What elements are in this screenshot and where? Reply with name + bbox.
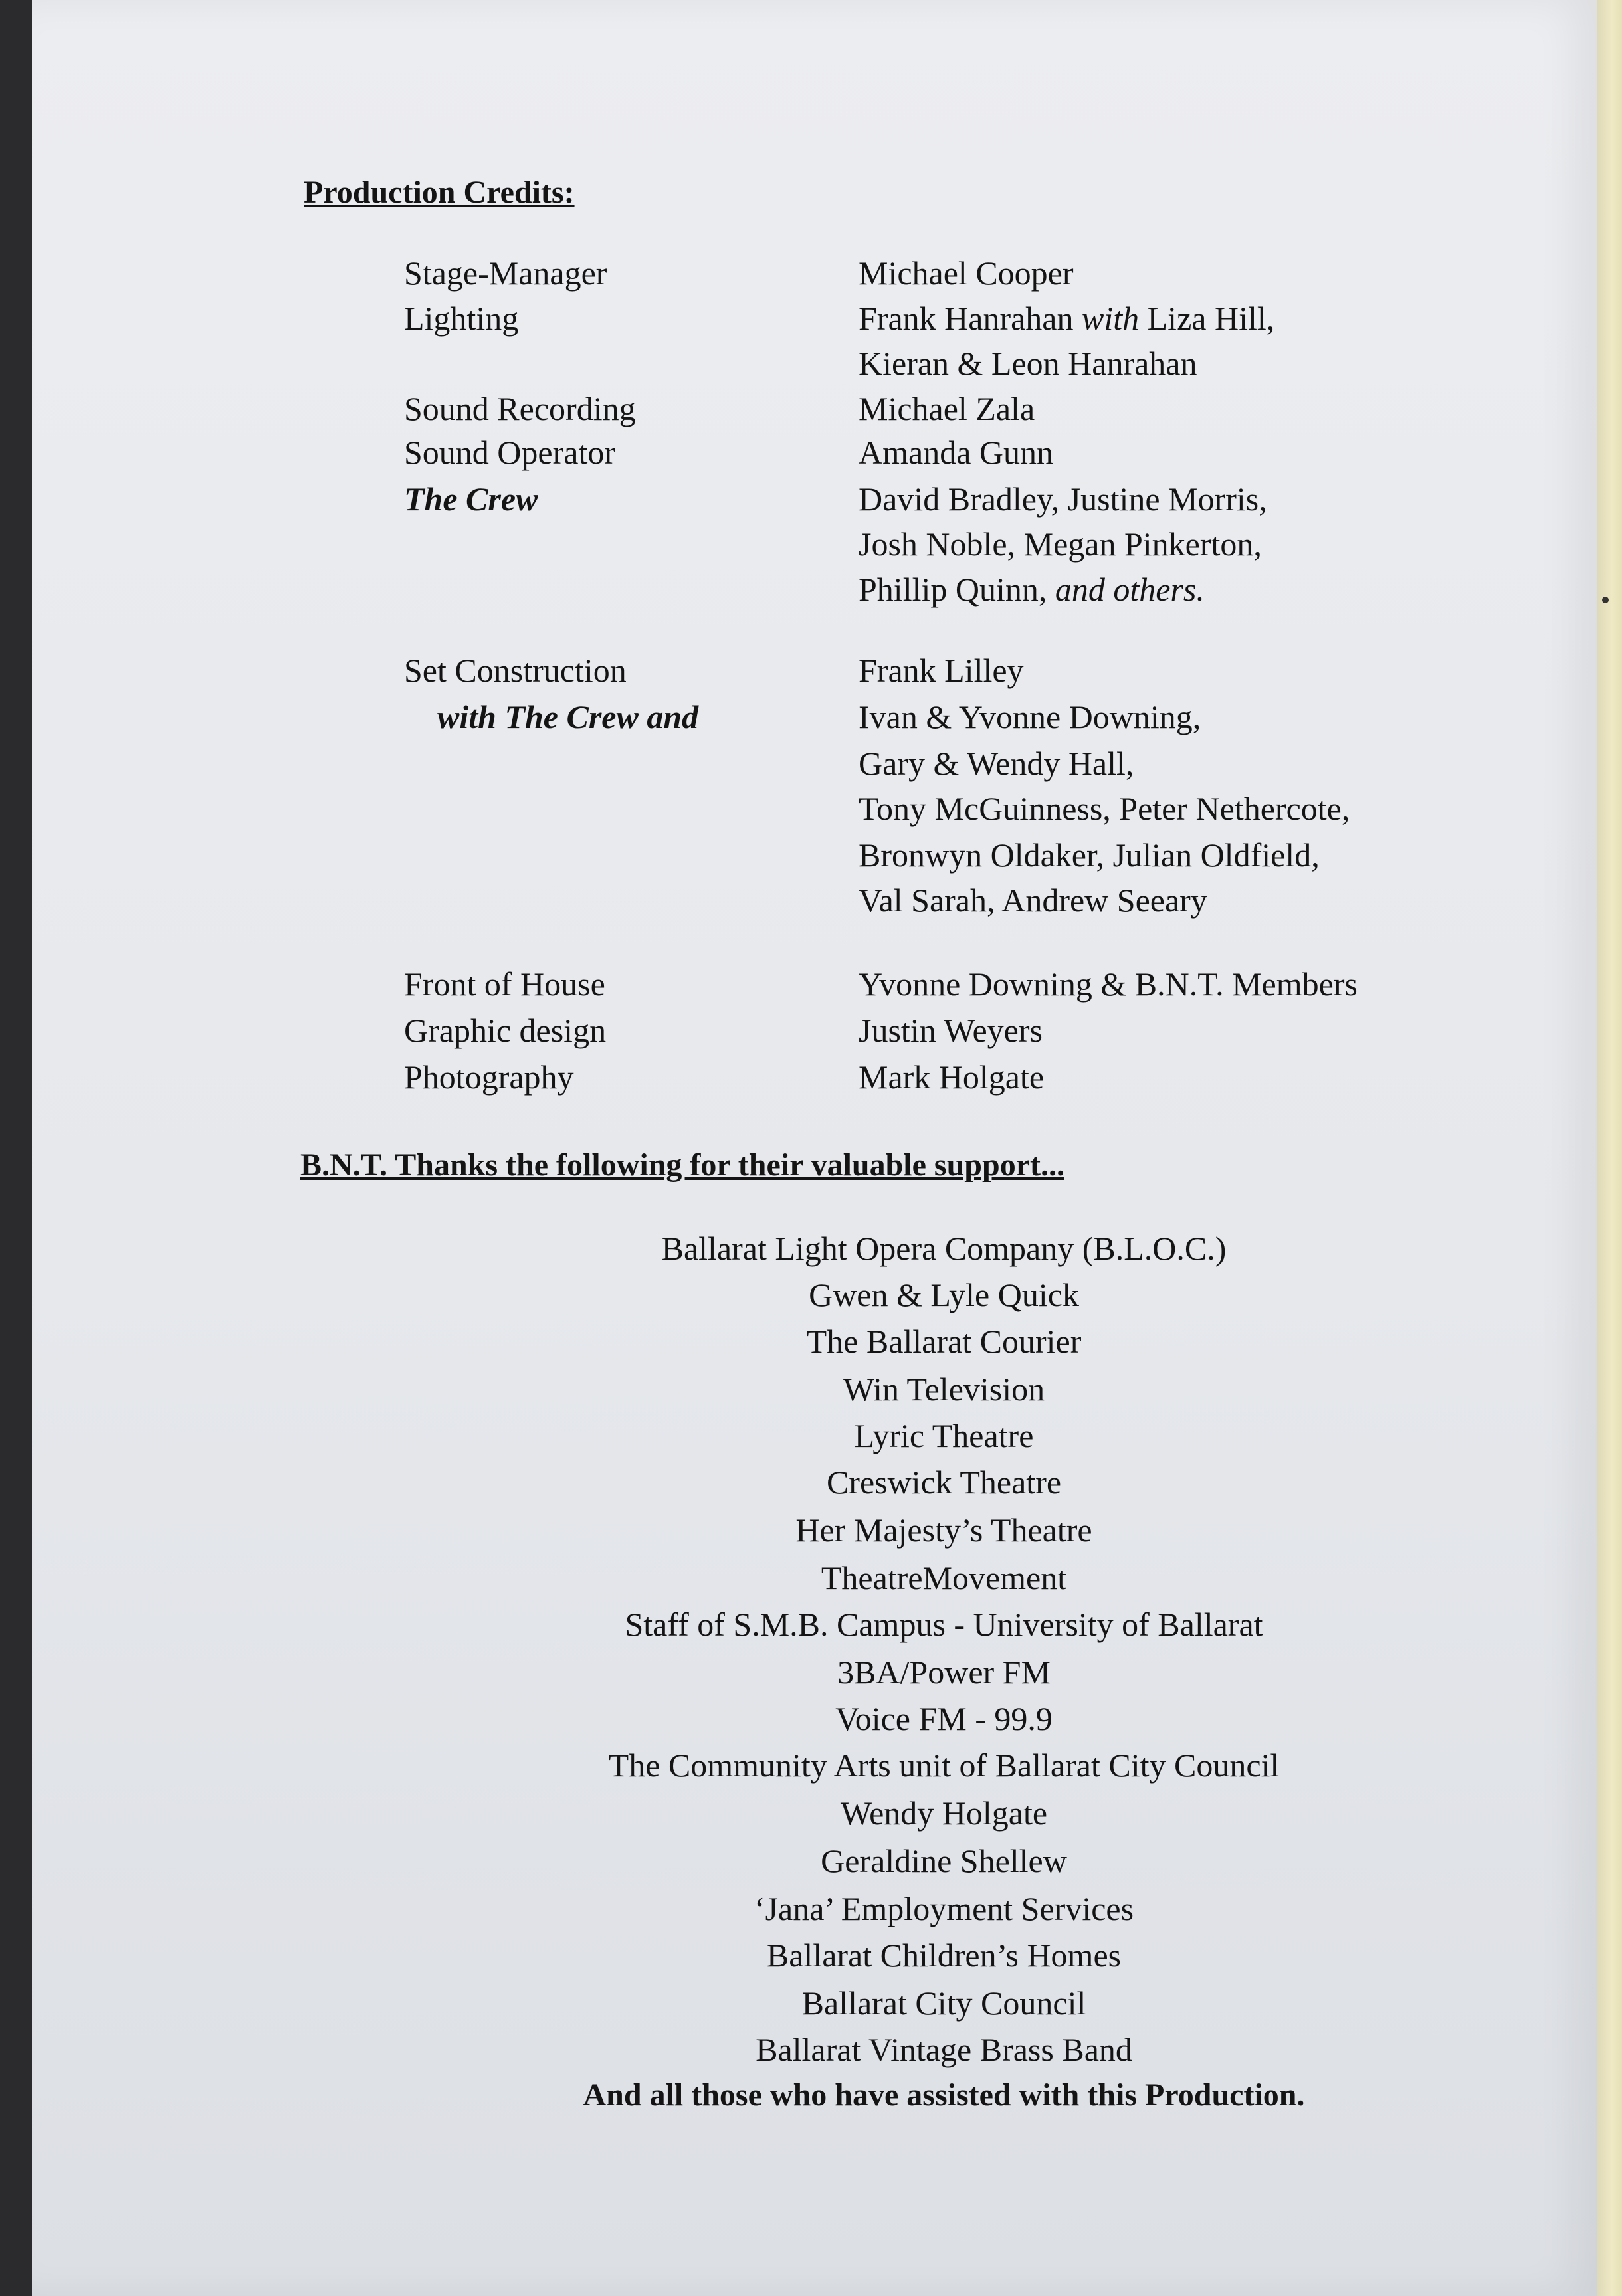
credit-name: Yvonne Downing & B.N.T. Members	[859, 965, 1358, 1003]
credit-row	[0, 651, 1622, 698]
credit-role: Sound Operator	[404, 434, 615, 471]
page-mark	[1602, 597, 1609, 603]
credit-role: Graphic design	[404, 1012, 607, 1049]
credit-role: Stage-Manager	[404, 254, 607, 292]
credit-name: Amanda Gunn	[859, 434, 1053, 471]
credit-row	[0, 789, 1622, 836]
thanks-item: The Ballarat Courier	[806, 1323, 1082, 1360]
thanks-item: Lyric Theatre	[854, 1417, 1034, 1454]
credit-row	[0, 344, 1622, 391]
thanks-item: TheatreMovement	[821, 1559, 1067, 1596]
credit-name-part: Liza Hill,	[1139, 300, 1275, 337]
thanks-item: Ballarat Vintage Brass Band	[756, 2031, 1132, 2068]
thanks-item: Gwen & Lyle Quick	[809, 1276, 1079, 1313]
credit-name-italic: with	[1082, 300, 1140, 337]
credit-row	[0, 525, 1622, 571]
credit-role: Sound Recording	[404, 390, 636, 427]
credit-row	[0, 389, 1622, 436]
thanks-item: ‘Jana’ Employment Services	[754, 1890, 1134, 1927]
credit-role: with The Crew and	[437, 698, 699, 735]
thanks-item: The Community Arts unit of Ballarat City Council	[608, 1747, 1280, 1784]
credit-row	[0, 965, 1622, 1011]
thanks-item: Geraldine Shellew	[821, 1842, 1067, 1879]
credit-name-italic: and others.	[1055, 571, 1205, 608]
thanks-item: Wendy Holgate	[840, 1794, 1048, 1832]
thanks-item: 3BA/Power FM	[837, 1654, 1051, 1691]
credit-name: Frank Lilley	[859, 652, 1024, 689]
credit-row	[0, 1011, 1622, 1058]
credit-row	[0, 480, 1622, 526]
credit-name: Justin Weyers	[859, 1012, 1043, 1049]
credit-name-part: Frank Hanrahan	[859, 300, 1082, 337]
production-credits-heading: Production Credits:	[304, 175, 575, 210]
credit-name	[859, 299, 1274, 337]
credit-role: Photography	[404, 1058, 574, 1096]
credit-name: Michael Zala	[859, 390, 1035, 427]
credit-row	[0, 570, 1622, 617]
credit-row	[0, 698, 1622, 744]
credit-row	[0, 881, 1622, 927]
credit-name: Gary & Wendy Hall,	[859, 745, 1134, 782]
thanks-item: Win Television	[843, 1371, 1045, 1408]
credit-row	[0, 1058, 1622, 1104]
thanks-item: Her Majesty’s Theatre	[795, 1511, 1092, 1549]
credit-name: Ivan & Yvonne Downing,	[859, 698, 1201, 735]
credit-name: Mark Holgate	[859, 1058, 1045, 1096]
credit-name: Tony McGuinness, Peter Nethercote,	[859, 790, 1350, 827]
thanks-item: Ballarat City Council	[801, 1984, 1086, 2022]
credit-name: Kieran & Leon Hanrahan	[859, 345, 1197, 382]
thanks-item: Ballarat Children’s Homes	[766, 1937, 1122, 1974]
thanks-item: Staff of S.M.B. Campus - University of Ballarat	[625, 1606, 1263, 1643]
credit-row	[0, 433, 1622, 480]
thanks-heading: B.N.T. Thanks the following for their valuable support...	[300, 1147, 1064, 1183]
credit-row	[0, 744, 1622, 791]
credit-row	[0, 836, 1622, 882]
credit-role: Set Construction	[404, 652, 627, 689]
credit-name-part: Phillip Quinn,	[859, 571, 1055, 608]
credit-name: David Bradley, Justine Morris,	[859, 480, 1267, 518]
credit-role: Lighting	[404, 300, 519, 337]
credit-row	[0, 254, 1622, 300]
thanks-item: Creswick Theatre	[826, 1464, 1062, 1501]
credit-role: Front of House	[404, 965, 605, 1003]
thanks-item: Voice FM - 99.9	[835, 1700, 1053, 1737]
credit-name: Michael Cooper	[859, 254, 1074, 292]
thanks-item: Ballarat Light Opera Company (B.L.O.C.)	[661, 1230, 1227, 1267]
credit-name: Val Sarah, Andrew Seeary	[859, 882, 1207, 919]
credit-name: Bronwyn Oldaker, Julian Oldfield,	[859, 836, 1320, 874]
credit-name	[859, 570, 1205, 609]
credit-role: The Crew	[404, 480, 538, 518]
closing-line: And all those who have assisted with this Production.	[583, 2077, 1305, 2113]
credit-name: Josh Noble, Megan Pinkerton,	[859, 526, 1262, 563]
credit-row	[0, 299, 1622, 345]
